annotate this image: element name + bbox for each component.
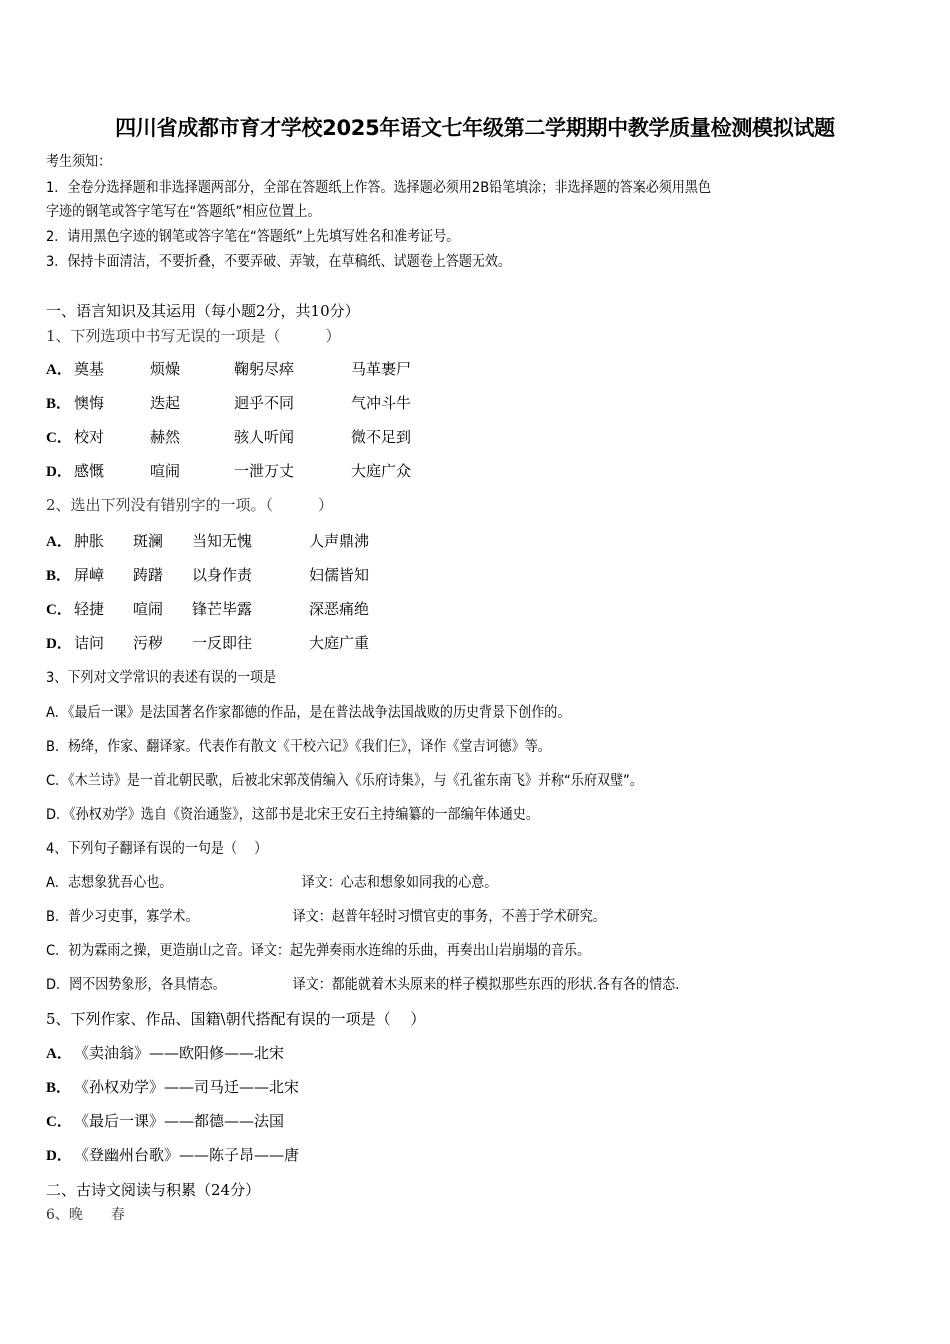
option-word: 喧闹: [133, 600, 164, 618]
option-label: A．: [46, 534, 72, 550]
question-stem: 5、下列作家、作品、国籍\朝代搭配有误的一项是（ ）: [46, 1010, 426, 1028]
option-row[interactable]: [46, 531, 370, 552]
option-row[interactable]: [46, 703, 570, 723]
option-word: 污秽: [133, 634, 164, 652]
option-label: B．: [46, 909, 69, 925]
option-word: 轻捷: [74, 600, 105, 618]
option-label: A．: [46, 705, 68, 721]
option-label: D．: [46, 1148, 72, 1164]
option-word: 深恶痛绝: [309, 600, 370, 618]
option-translation: 译文：心志和想象如同我的心意。: [301, 875, 498, 891]
option-label: B．: [46, 568, 72, 584]
option-label: A．: [46, 875, 68, 891]
option-row[interactable]: [46, 737, 551, 757]
option-label: C．: [46, 1114, 72, 1130]
question-stem: 4、下列句子翻译有误的一句是（ ）: [46, 841, 268, 857]
option-text: 杨绛，作家、翻译家。代表作有散文《干校六记》《我们仨》，译作《堂吉诃德》等。: [68, 739, 551, 755]
option-word: 锋芒毕露: [192, 600, 253, 618]
section-heading: 二、古诗文阅读与积累（24分）: [46, 1181, 261, 1199]
option-word: 诘问: [74, 634, 105, 652]
option-word: 气冲斗牛: [351, 394, 412, 412]
option-text: 《最后一课》是法国著名作家都德的作品，是在普法战争法国战败的历史背景下创作的。: [67, 705, 571, 721]
option-label: B．: [46, 1080, 72, 1096]
option-word: 懊悔: [74, 394, 105, 412]
option-text: 《登幽州台歌》——陈子昂——唐: [74, 1146, 300, 1164]
option-original: 罔不因势象形，各具情态。: [69, 977, 226, 993]
option-row[interactable]: [46, 907, 856, 927]
option-word: 大庭广重: [309, 634, 370, 652]
option-label: C．: [46, 773, 69, 789]
option-word: 微不足到: [351, 428, 412, 446]
option-word: 烦燥: [150, 360, 181, 378]
option-translation: 译文：赵普年轻时习惯官吏的事务，不善于学术研究。: [292, 909, 606, 925]
option-original: 普少习吏事，寡学术。: [68, 909, 199, 925]
option-row[interactable]: [46, 461, 412, 482]
option-original: 初为霖雨之操，更造崩山之音。: [68, 943, 251, 959]
option-row[interactable]: [46, 771, 643, 791]
option-label: C．: [46, 430, 72, 446]
option-row[interactable]: [46, 805, 539, 825]
question-stem: 6、晚 春: [46, 1207, 125, 1223]
option-word: 一泄万丈: [234, 462, 295, 480]
option-word: 奠基: [74, 360, 105, 378]
option-word: 鞠躬尽瘁: [234, 360, 295, 378]
option-word: 喧闹: [150, 462, 181, 480]
question-stem: 1、下列选项中书写无误的一项是（ ）: [46, 327, 341, 345]
option-label: D．: [46, 807, 70, 823]
option-row[interactable]: [46, 393, 412, 414]
option-word: 妇儒皆知: [309, 566, 370, 584]
notice-item: 字迹的钢笔或答字笔写在“答题纸”相应位置上。: [46, 204, 321, 220]
option-label: B．: [46, 739, 69, 755]
option-label: D．: [46, 636, 72, 652]
option-word: 赫然: [150, 428, 181, 446]
question-stem: 2、选出下列没有错别字的一项。（ ）: [46, 496, 334, 514]
option-word: 肿胀: [74, 532, 105, 550]
option-word: 当知无愧: [192, 532, 253, 550]
option-label: B．: [46, 396, 72, 412]
option-word: 一反即往: [192, 634, 253, 652]
section-heading: 一、语言知识及其运用（每小题2分，共10分）: [46, 302, 360, 320]
option-text: 《孙权劝学》选自《资治通鉴》，这部书是北宋王安石主持编纂的一部编年体通史。: [69, 807, 539, 823]
notice-item: 1．全卷分选择题和非选择题两部分，全部在答题纸上作答。选择题必须用2B铅笔填涂；非选择题的答案必须用黑色: [46, 180, 712, 196]
page-title: 四川省成都市育才学校2025年语文七年级第二学期期中教学质量检测模拟试题: [115, 116, 835, 140]
option-row[interactable]: [46, 1111, 284, 1132]
option-word: 踌躇: [133, 566, 164, 584]
option-word: 迥乎不同: [234, 394, 295, 412]
option-row[interactable]: [46, 565, 370, 586]
option-row[interactable]: [46, 427, 412, 448]
option-word: 屏嶂: [74, 566, 105, 584]
option-row[interactable]: [46, 599, 370, 620]
option-word: 马革裹尸: [351, 360, 412, 378]
option-row[interactable]: [46, 941, 590, 961]
option-label: A．: [46, 1046, 72, 1062]
option-row[interactable]: [46, 1077, 299, 1098]
option-row[interactable]: [46, 1043, 284, 1064]
option-row[interactable]: [46, 873, 856, 893]
notice-item: 2．请用黑色字迹的钢笔或答字笔在“答题纸”上先填写姓名和准考证号。: [46, 229, 460, 245]
option-original: 志想象犹吾心也。: [67, 875, 173, 891]
option-translation: 译文：起先弹奏雨水连绵的乐曲，再奏出山岩崩塌的音乐。: [250, 943, 591, 959]
option-text: 《卖油翁》——欧阳修——北宋: [74, 1044, 285, 1062]
option-word: 感慨: [74, 462, 105, 480]
option-label: C．: [46, 943, 69, 959]
option-text: 《最后一课》——都德——法国: [74, 1112, 285, 1130]
option-label: D．: [46, 977, 70, 993]
question-stem: 3、下列对文学常识的表述有误的一项是: [46, 670, 277, 686]
option-word: 人声鼎沸: [309, 532, 370, 550]
option-label: C．: [46, 602, 72, 618]
notice-heading: 考生须知：: [46, 154, 112, 170]
option-text: 《木兰诗》是一首北朝民歌，后被北宋郭茂倩编入《乐府诗集》，与《孔雀东南飞》并称“乐府双璧”。: [68, 773, 643, 789]
option-word: 迭起: [150, 394, 181, 412]
option-row[interactable]: [46, 633, 370, 654]
option-row[interactable]: [46, 359, 412, 380]
option-label: A．: [46, 362, 72, 378]
option-word: 以身作责: [192, 566, 253, 584]
option-row[interactable]: [46, 975, 856, 995]
option-row[interactable]: [46, 1145, 299, 1166]
option-text: 《孙权劝学》——司马迁——北宋: [74, 1078, 300, 1096]
option-word: 骇人听闻: [234, 428, 295, 446]
option-label: D．: [46, 464, 72, 480]
option-word: 校对: [74, 428, 105, 446]
option-translation: 译文：都能就着木头原来的样子模拟那些东西的形状.各有各的情态.: [292, 977, 680, 993]
notice-item: 3．保持卡面清洁，不要折叠，不要弄破、弄皱，在草稿纸、试题卷上答题无效。: [46, 254, 512, 270]
option-word: 大庭广众: [351, 462, 412, 480]
option-word: 斑澜: [133, 532, 164, 550]
